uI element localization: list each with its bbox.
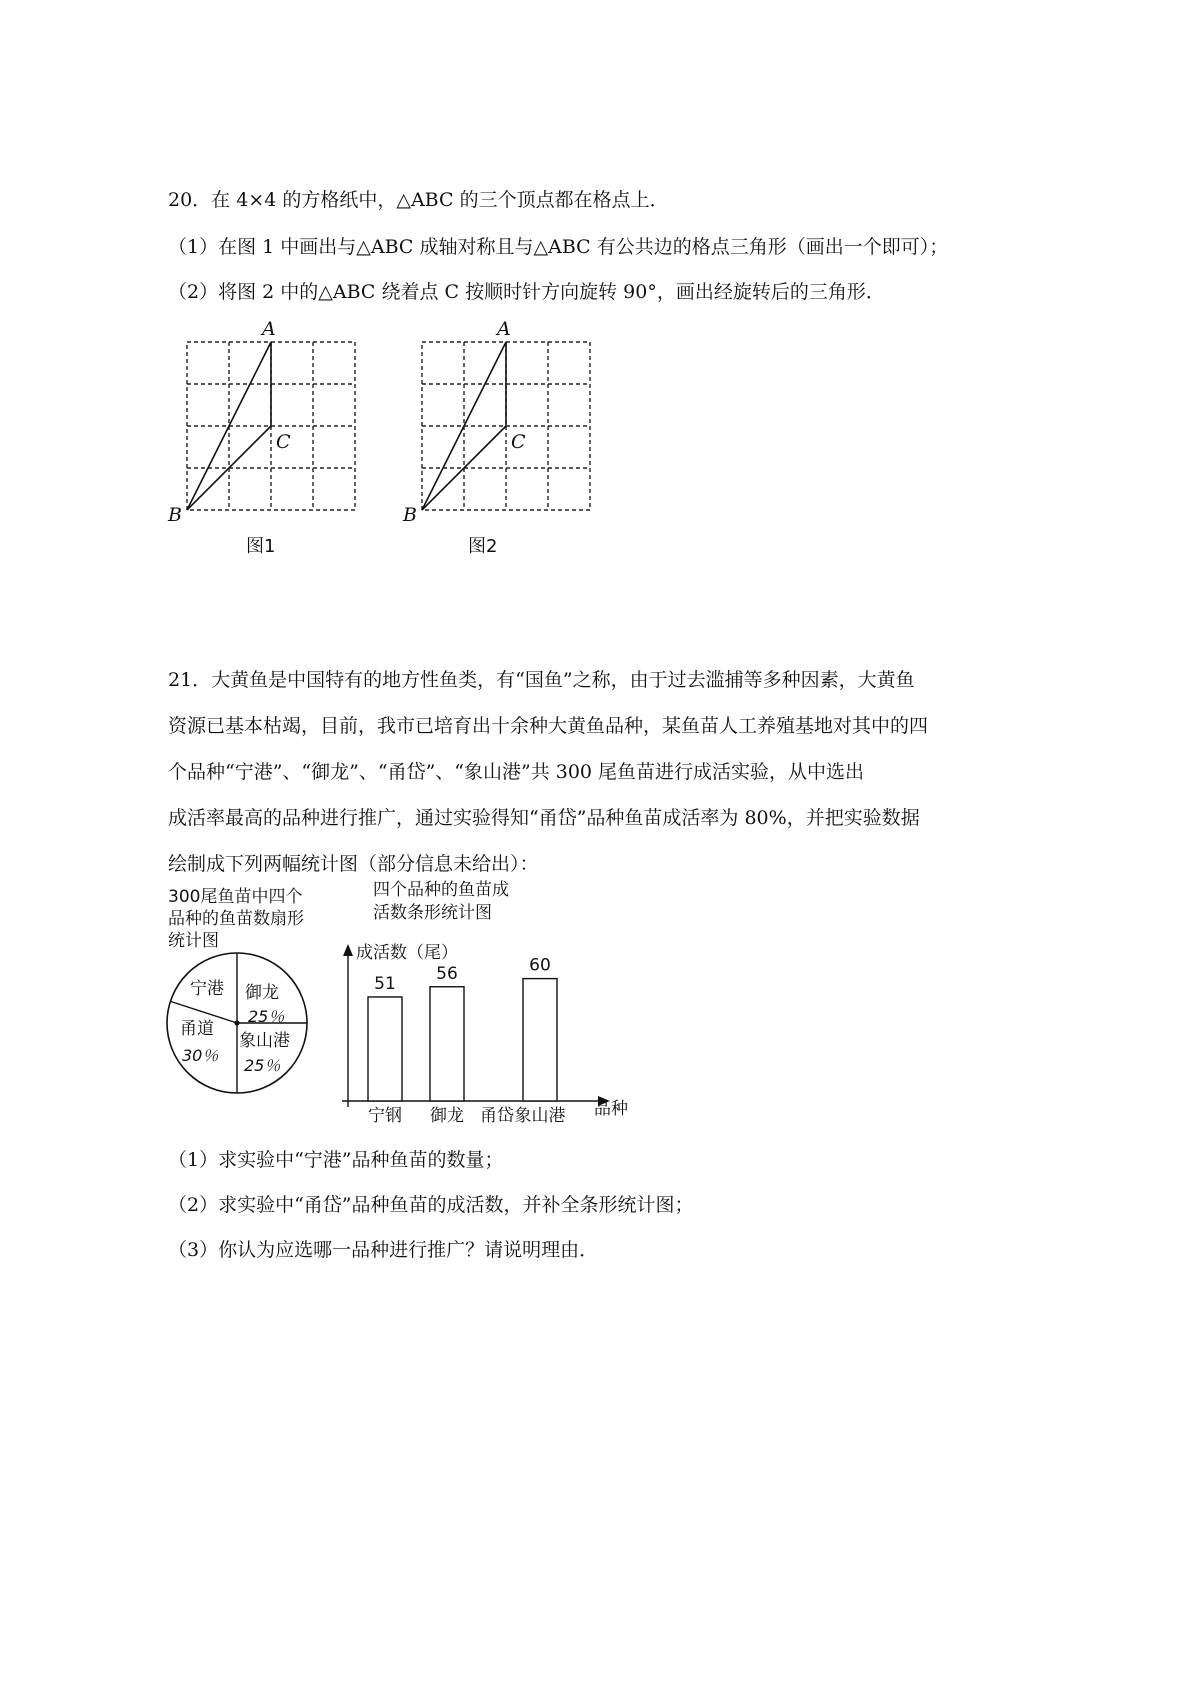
pie-slice-pct-yongdao: 30％ xyxy=(182,1046,219,1065)
vertex-a-label: A xyxy=(497,318,511,340)
bar-x-axis-label: 品种 xyxy=(594,1099,628,1119)
bar-title-line-1: 四个品种的鱼苗成 xyxy=(373,880,509,900)
q21-question-1: （1）求实验中“宁港”品种鱼苗的数量； xyxy=(168,1149,504,1171)
bar-1 xyxy=(430,987,464,1101)
pie-slice-label-ninggang: 宁港 xyxy=(190,979,224,999)
q20-sub2: （2）将图 2 中的△ABC 绕着点 C 按顺时针方向旋转 90°，画出经旋转后的三角形． xyxy=(168,281,885,303)
q21-line-4: 成活率最高的品种进行推广，通过实验得知“甬岱”品种鱼苗成活率为 80%，并把实验数据 xyxy=(168,807,920,829)
pie-slice-label-yongdao: 甬道 xyxy=(180,1019,214,1039)
q20-sub1: （1）在图 1 中画出与△ABC 成轴对称且与△ABC 有公共边的格点三角形（画出一个即可）； xyxy=(168,236,949,258)
vertex-c-label: C xyxy=(511,431,526,453)
bar-value-label-1: 56 xyxy=(436,963,458,984)
pie-slice-pct-yulong: 25％ xyxy=(248,1007,285,1026)
vertex-b-label: B xyxy=(168,504,182,526)
pie-center-dot xyxy=(234,1020,239,1025)
pie-slice-label-xiangshangang: 象山港 xyxy=(239,1031,290,1051)
x-tick-label-2: 甬岱 xyxy=(480,1106,514,1126)
pie-title-line-1: 300尾鱼苗中四个 xyxy=(168,887,303,907)
bar-0 xyxy=(368,997,402,1101)
q21-line-2: 资源已基本枯竭，目前，我市已培育出十余种大黄鱼品种，某鱼苗人工养殖基地对其中的四 xyxy=(168,715,929,737)
pie-title-line-3: 统计图 xyxy=(168,931,219,951)
bar-title-line-2: 活数条形统计图 xyxy=(373,903,492,923)
pie-slice-pct-xiangshangang: 25％ xyxy=(244,1056,281,1075)
vertex-b-label: B xyxy=(403,504,417,526)
q21-line-3: 个品种“宁港”、“御龙”、“甬岱”、“象山港”共 300 尾鱼苗进行成活实验，从中选出 xyxy=(168,761,865,783)
x-tick-label-0: 宁钢 xyxy=(368,1106,402,1126)
x-tick-label-1: 御龙 xyxy=(430,1106,464,1126)
y-axis-arrow xyxy=(343,944,353,956)
x-tick-label-3: 象山港 xyxy=(514,1106,566,1126)
q21-line-5: 绘制成下列两幅统计图（部分信息未给出）： xyxy=(168,853,539,875)
bar-y-axis-label: 成活数（尾） xyxy=(356,943,458,963)
vertex-c-label: C xyxy=(276,431,291,453)
pie-title-line-2: 品种的鱼苗数扇形 xyxy=(168,909,304,929)
q21-question-2: （2）求实验中“甬岱”品种鱼苗的成活数，并补全条形统计图； xyxy=(168,1194,694,1216)
bar-value-label-0: 51 xyxy=(374,973,396,994)
vertex-a-label: A xyxy=(262,318,276,340)
q20-figure-1 xyxy=(160,315,370,565)
figure-1-caption: 图1 xyxy=(246,536,276,557)
pie-chart xyxy=(160,880,330,1120)
bar-chart xyxy=(330,870,650,1125)
q21-line-1: 21．大黄鱼是中国特有的地方性鱼类，有“国鱼”之称，由于过去滥捕等多种因素，大黄鱼 xyxy=(168,669,915,691)
q21-question-3: （3）你认为应选哪一品种进行推广？请说明理由． xyxy=(168,1239,599,1261)
figure-2-caption: 图2 xyxy=(468,536,498,557)
bar-value-label-3: 60 xyxy=(529,955,551,976)
q20-figure-2 xyxy=(395,315,605,565)
q20-stem: 20．在 4×4 的方格纸中，△ABC 的三个顶点都在格点上． xyxy=(168,189,669,211)
bar-3 xyxy=(523,979,557,1101)
pie-slice-label-yulong: 御龙 xyxy=(245,983,279,1003)
